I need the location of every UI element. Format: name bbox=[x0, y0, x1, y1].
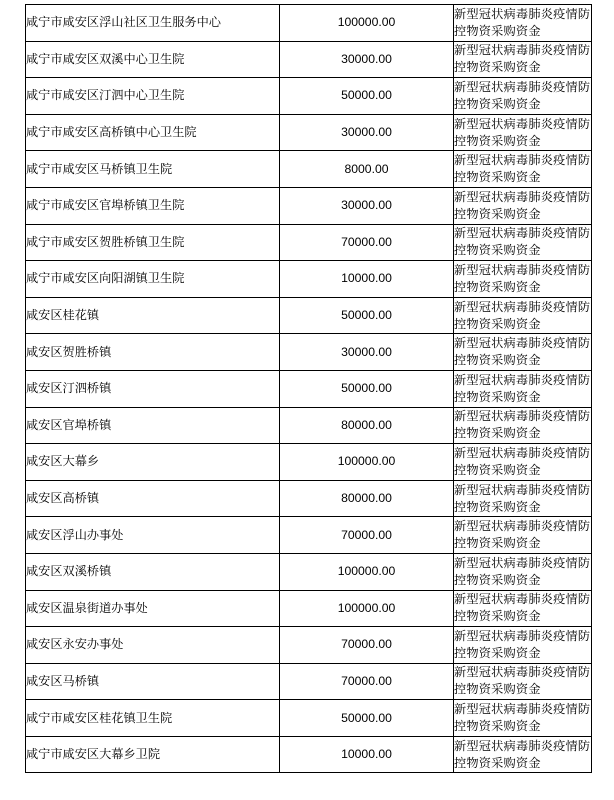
purpose-cell: 新型冠状病毒肺炎疫情防控物资采购资金 bbox=[454, 297, 592, 334]
table-row bbox=[26, 41, 592, 78]
purpose-cell: 新型冠状病毒肺炎疫情防控物资采购资金 bbox=[454, 480, 592, 517]
table-row bbox=[26, 224, 592, 261]
amount-cell: 10000.00 bbox=[280, 261, 454, 298]
recipient-cell: 咸安区大幕乡 bbox=[26, 444, 280, 481]
recipient-cell: 咸宁市咸安区官埠桥镇卫生院 bbox=[26, 187, 280, 224]
purpose-cell: 新型冠状病毒肺炎疫情防控物资采购资金 bbox=[454, 41, 592, 78]
table-row bbox=[26, 700, 592, 737]
table-row bbox=[26, 370, 592, 407]
amount-cell: 50000.00 bbox=[280, 78, 454, 115]
purpose-cell: 新型冠状病毒肺炎疫情防控物资采购资金 bbox=[454, 700, 592, 737]
amount-cell: 100000.00 bbox=[280, 444, 454, 481]
table-row bbox=[26, 5, 592, 42]
recipient-cell: 咸宁市咸安区大幕乡卫院 bbox=[26, 736, 280, 773]
funding-table bbox=[25, 4, 592, 773]
purpose-cell: 新型冠状病毒肺炎疫情防控物资采购资金 bbox=[454, 114, 592, 151]
recipient-cell: 咸安区官埠桥镇 bbox=[26, 407, 280, 444]
table-row bbox=[26, 444, 592, 481]
amount-cell: 70000.00 bbox=[280, 663, 454, 700]
table-row bbox=[26, 480, 592, 517]
amount-cell: 50000.00 bbox=[280, 370, 454, 407]
amount-cell: 100000.00 bbox=[280, 553, 454, 590]
amount-cell: 50000.00 bbox=[280, 297, 454, 334]
table-row bbox=[26, 553, 592, 590]
amount-cell: 70000.00 bbox=[280, 627, 454, 664]
table-row bbox=[26, 517, 592, 554]
purpose-cell: 新型冠状病毒肺炎疫情防控物资采购资金 bbox=[454, 663, 592, 700]
purpose-cell: 新型冠状病毒肺炎疫情防控物资采购资金 bbox=[454, 736, 592, 773]
table-row bbox=[26, 187, 592, 224]
amount-cell: 100000.00 bbox=[280, 5, 454, 42]
purpose-cell: 新型冠状病毒肺炎疫情防控物资采购资金 bbox=[454, 151, 592, 188]
table-body bbox=[26, 5, 592, 773]
table-row bbox=[26, 261, 592, 298]
recipient-cell: 咸宁市咸安区双溪中心卫生院 bbox=[26, 41, 280, 78]
recipient-cell: 咸安区马桥镇 bbox=[26, 663, 280, 700]
table-row bbox=[26, 407, 592, 444]
recipient-cell: 咸宁市咸安区汀泗中心卫生院 bbox=[26, 78, 280, 115]
amount-cell: 30000.00 bbox=[280, 187, 454, 224]
recipient-cell: 咸安区桂花镇 bbox=[26, 297, 280, 334]
purpose-cell: 新型冠状病毒肺炎疫情防控物资采购资金 bbox=[454, 407, 592, 444]
recipient-cell: 咸宁市咸安区浮山社区卫生服务中心 bbox=[26, 5, 280, 42]
purpose-cell: 新型冠状病毒肺炎疫情防控物资采购资金 bbox=[454, 5, 592, 42]
amount-cell: 100000.00 bbox=[280, 590, 454, 627]
amount-cell: 80000.00 bbox=[280, 480, 454, 517]
purpose-cell: 新型冠状病毒肺炎疫情防控物资采购资金 bbox=[454, 334, 592, 371]
table-row bbox=[26, 590, 592, 627]
purpose-cell: 新型冠状病毒肺炎疫情防控物资采购资金 bbox=[454, 224, 592, 261]
amount-cell: 10000.00 bbox=[280, 736, 454, 773]
recipient-cell: 咸宁市咸安区贺胜桥镇卫生院 bbox=[26, 224, 280, 261]
recipient-cell: 咸安区温泉街道办事处 bbox=[26, 590, 280, 627]
amount-cell: 80000.00 bbox=[280, 407, 454, 444]
amount-cell: 8000.00 bbox=[280, 151, 454, 188]
recipient-cell: 咸宁市咸安区向阳湖镇卫生院 bbox=[26, 261, 280, 298]
recipient-cell: 咸宁市咸安区桂花镇卫生院 bbox=[26, 700, 280, 737]
table-row bbox=[26, 297, 592, 334]
table-row bbox=[26, 627, 592, 664]
recipient-cell: 咸安区高桥镇 bbox=[26, 480, 280, 517]
recipient-cell: 咸宁市咸安区高桥镇中心卫生院 bbox=[26, 114, 280, 151]
purpose-cell: 新型冠状病毒肺炎疫情防控物资采购资金 bbox=[454, 261, 592, 298]
amount-cell: 50000.00 bbox=[280, 700, 454, 737]
amount-cell: 30000.00 bbox=[280, 41, 454, 78]
recipient-cell: 咸安区浮山办事处 bbox=[26, 517, 280, 554]
table-row bbox=[26, 151, 592, 188]
amount-cell: 30000.00 bbox=[280, 114, 454, 151]
table-row bbox=[26, 334, 592, 371]
table-row bbox=[26, 114, 592, 151]
table-row bbox=[26, 736, 592, 773]
recipient-cell: 咸安区永安办事处 bbox=[26, 627, 280, 664]
purpose-cell: 新型冠状病毒肺炎疫情防控物资采购资金 bbox=[454, 627, 592, 664]
amount-cell: 30000.00 bbox=[280, 334, 454, 371]
recipient-cell: 咸宁市咸安区马桥镇卫生院 bbox=[26, 151, 280, 188]
purpose-cell: 新型冠状病毒肺炎疫情防控物资采购资金 bbox=[454, 370, 592, 407]
recipient-cell: 咸安区双溪桥镇 bbox=[26, 553, 280, 590]
purpose-cell: 新型冠状病毒肺炎疫情防控物资采购资金 bbox=[454, 78, 592, 115]
purpose-cell: 新型冠状病毒肺炎疫情防控物资采购资金 bbox=[454, 590, 592, 627]
table-row bbox=[26, 663, 592, 700]
purpose-cell: 新型冠状病毒肺炎疫情防控物资采购资金 bbox=[454, 187, 592, 224]
amount-cell: 70000.00 bbox=[280, 224, 454, 261]
recipient-cell: 咸安区汀泗桥镇 bbox=[26, 370, 280, 407]
recipient-cell: 咸安区贺胜桥镇 bbox=[26, 334, 280, 371]
purpose-cell: 新型冠状病毒肺炎疫情防控物资采购资金 bbox=[454, 444, 592, 481]
table-row bbox=[26, 78, 592, 115]
amount-cell: 70000.00 bbox=[280, 517, 454, 554]
purpose-cell: 新型冠状病毒肺炎疫情防控物资采购资金 bbox=[454, 553, 592, 590]
purpose-cell: 新型冠状病毒肺炎疫情防控物资采购资金 bbox=[454, 517, 592, 554]
